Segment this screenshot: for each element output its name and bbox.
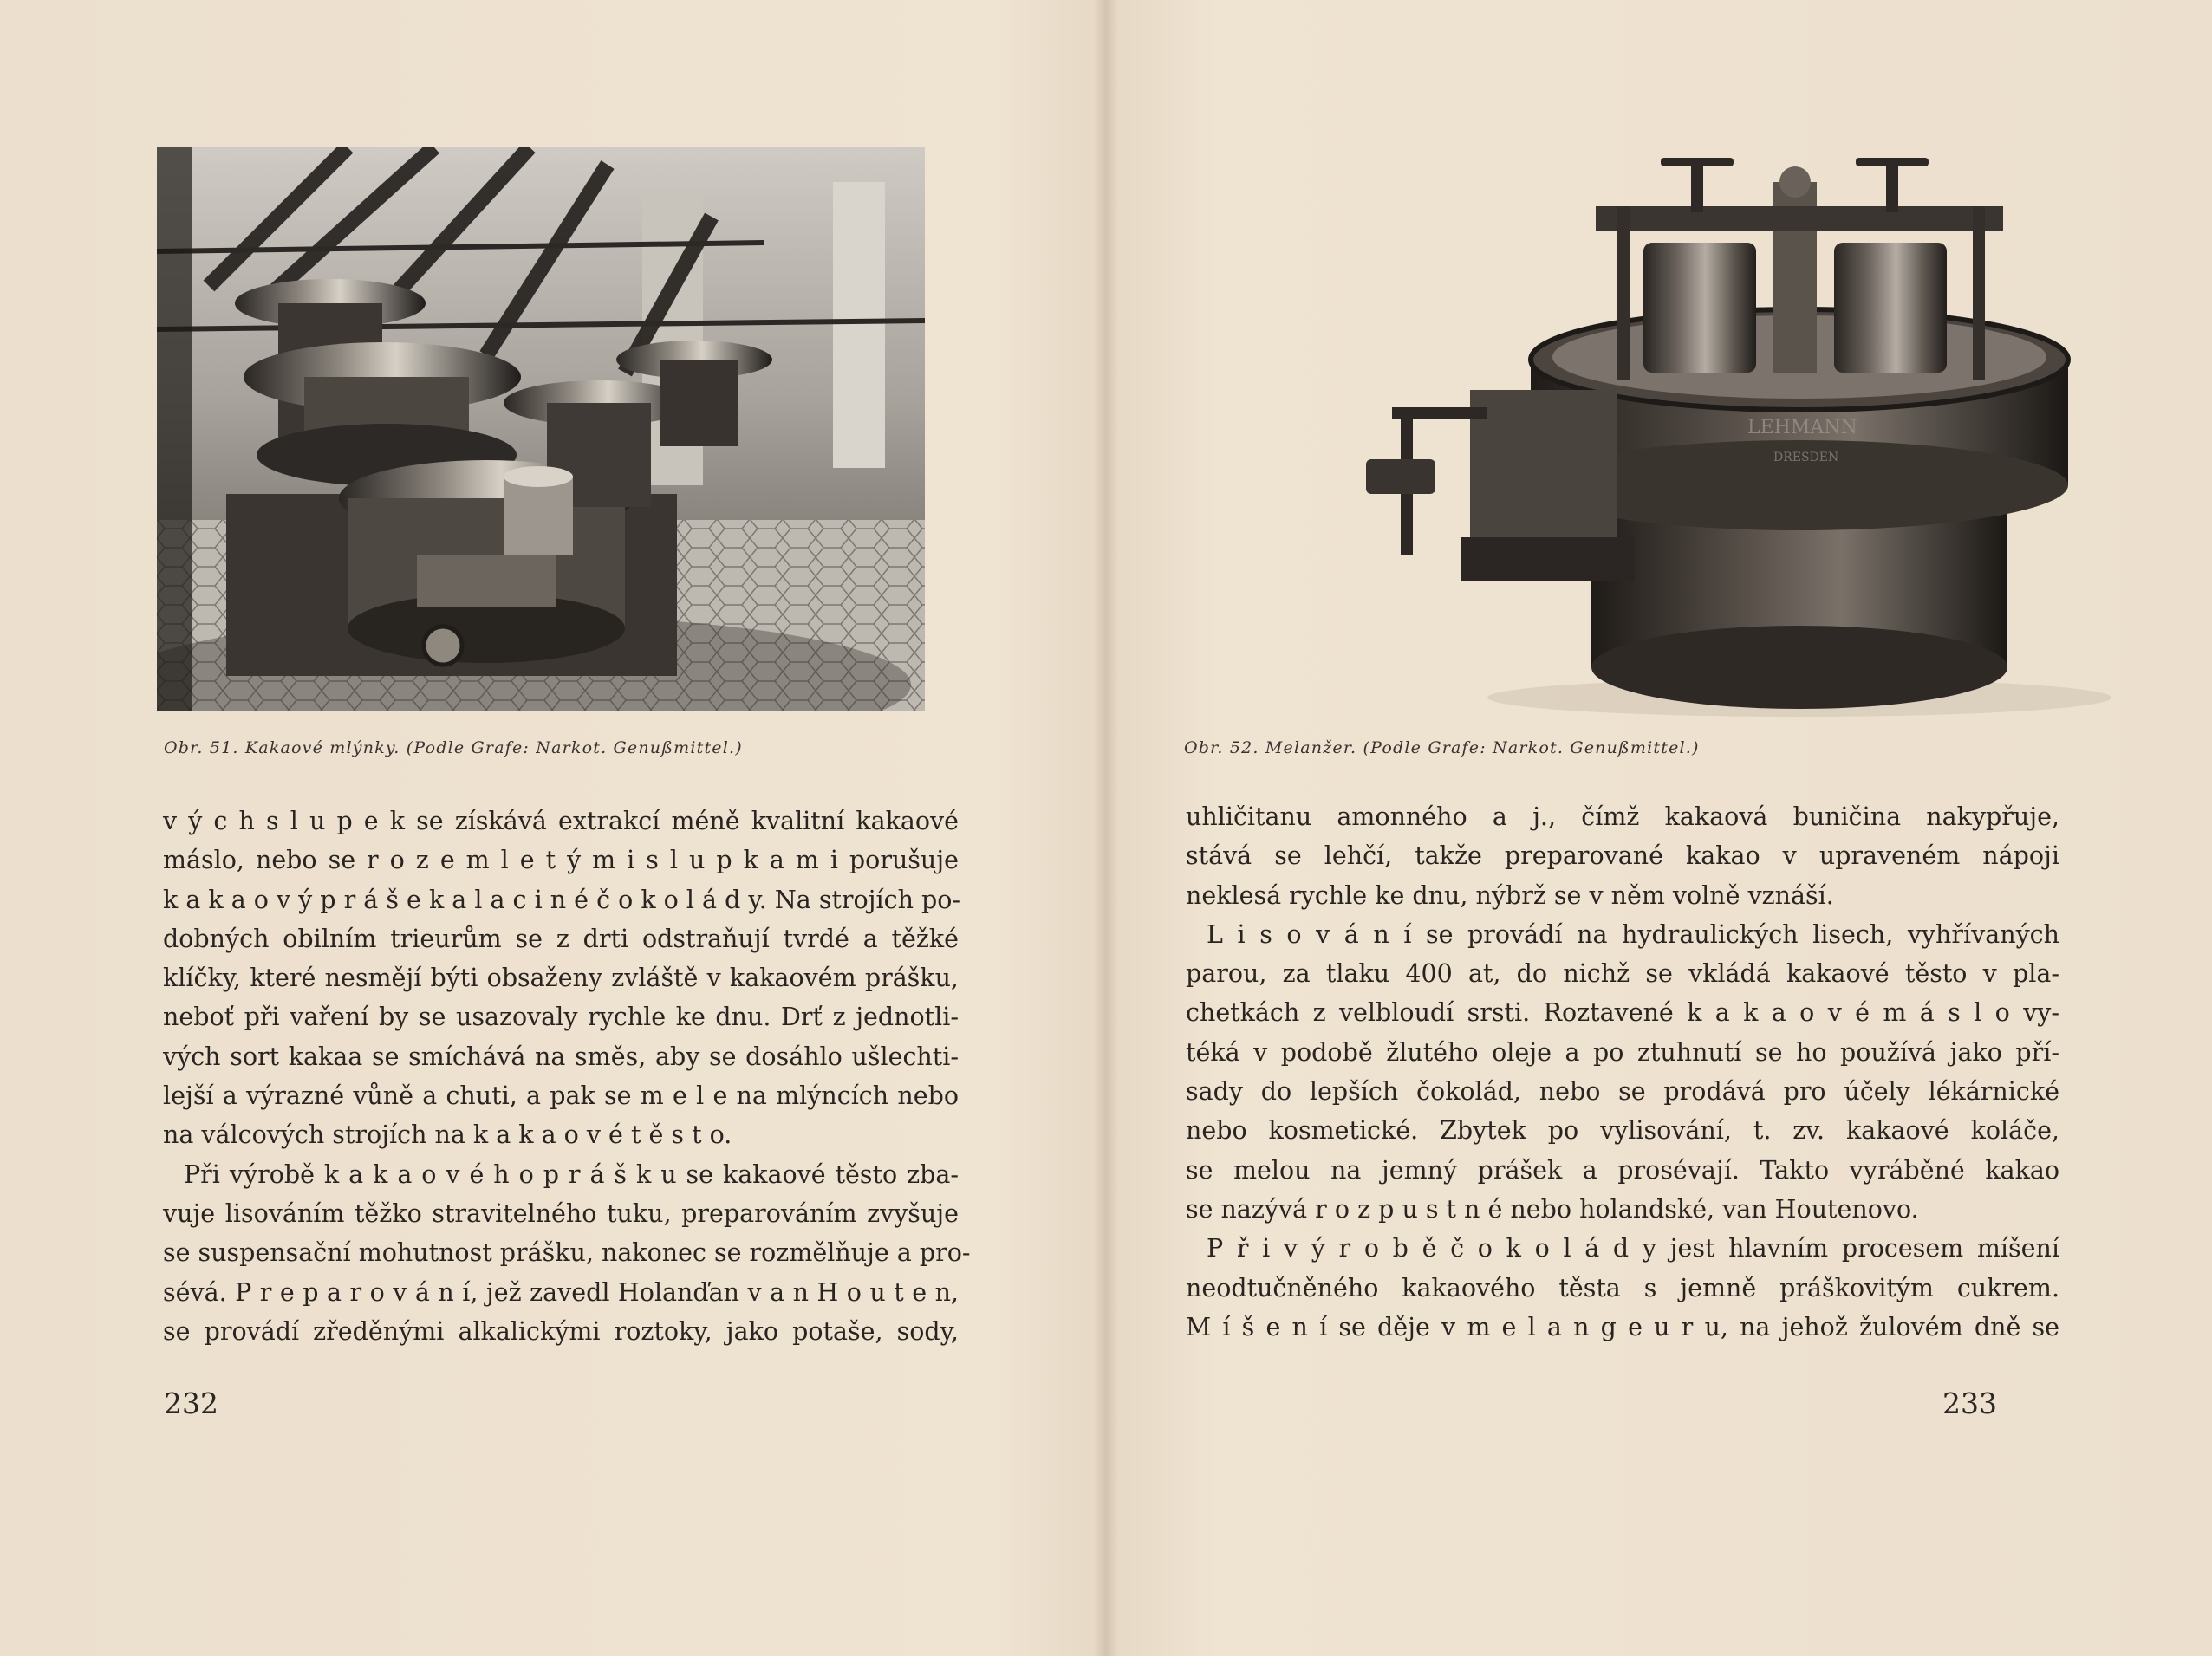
right-page-text: [1186, 797, 2059, 1347]
text-line: v ý c h s l u p e k se získává extrakcí méně kvalitní kakaové: [163, 807, 959, 835]
right-page: [1106, 0, 2212, 1656]
text-line: sady do lepších čokolád, nebo se prodává pro účely lékárnické: [1186, 1077, 2059, 1107]
text-line: Při výrobě k a k a o v é h o p r á š k u se kakaové těsto zba-: [184, 1159, 959, 1189]
text-line: vuje lisováním těžko stravitelného tuku, preparováním zvyšuje: [163, 1198, 959, 1228]
text-line: neodtučněného kakaového těsta s jemně práškovitým cukrem.: [1186, 1273, 2059, 1302]
text-line: nebo kosmetické. Zbytek po vylisování, t. zv. kakaové koláče,: [1186, 1116, 2059, 1146]
text-line: chetkách z velbloudí srsti. Roztavené k a k a o v é m á s l o vy-: [1186, 998, 2059, 1028]
text-line: stává se lehčí, takže preparované kakao v upraveném nápoji: [1186, 841, 2059, 871]
text-line: lejší a výrazné vůně a chuti, a pak se m e l e na mlýncích nebo: [163, 1081, 959, 1111]
text-line: neklesá rychle ke dnu, nýbrž se v něm volně vznáší.: [1186, 880, 1834, 910]
text-line: dobných obilním trieurům se z drti odstraňují tvrdé a těžké: [163, 924, 959, 953]
figure-caption-52: Obr. 52. Melanžer. (Podle Grafe: Narkot. Genußmittel.): [1184, 738, 1700, 757]
text-line: parou, za tlaku 400 at, do nichž se vkládá kakaové těsto v pla-: [1186, 959, 2059, 989]
text-line: P ř i v ý r o b ě č o k o l á d y jest hlavním procesem míšení: [1207, 1234, 2059, 1263]
text-line: se suspensační mohutnost prášku, nakonec se rozmělňuje a pro-: [163, 1238, 971, 1268]
text-line: máslo, nebo se r o z e m l e t ý m i s l u p k a m i porušuje: [163, 846, 959, 875]
text-line: k a k a o v ý p r á š e k a l a c i n é č o k o l á d y. Na strojích po-: [163, 885, 961, 914]
text-line: se nazývá r o z p u s t n é nebo holandské, van Houtenovo.: [1186, 1194, 1919, 1224]
cocoa-mills-photo: [157, 147, 925, 711]
figure-cocoa-mills: [157, 147, 925, 711]
text-line: uhličitanu amonného a j., čímž kakaová buničina nakypřuje,: [1186, 802, 2059, 831]
text-line: se provádí zředěnými alkalickými roztoky, jako potaše, sody,: [163, 1316, 959, 1346]
svg-text:DRESDEN: DRESDEN: [1773, 451, 1839, 464]
text-line: sévá. P r e p a r o v á n í, jež zavedl Holanďan v a n H o u t e n,: [163, 1277, 959, 1307]
text-line: M í š e n í se děje v m e l a n g e u r u, na jehož žulovém dně se: [1186, 1312, 2059, 1341]
left-page-text: [163, 802, 971, 1351]
page-number: 233: [1942, 1386, 1997, 1420]
svg-text:LEHMANN: LEHMANN: [1747, 417, 1857, 438]
text-line: se melou na jemný prášek a prosévají. Takto vyráběné kakao: [1186, 1155, 2059, 1185]
figure-caption-51: Obr. 51. Kakaové mlýnky. (Podle Grafe: Narkot. Genußmittel.): [164, 738, 743, 757]
text-line: téká v podobě žlutého oleje a po ztuhnutí se ho používá jako pří-: [1186, 1037, 2059, 1067]
text-line: L i s o v á n í se provádí na hydraulických lisech, vyhřívaných: [1207, 919, 2059, 949]
page-number: 232: [164, 1386, 218, 1420]
text-line: vých sort kakaa se smíchává na směs, aby se dosáhlo ušlechti-: [163, 1042, 959, 1071]
text-line: neboť při vaření by se usazovaly rychle ke dnu. Drť z jednotli-: [163, 1003, 959, 1032]
melangeur-photo: [1288, 130, 2155, 719]
figure-melangeur: [1288, 130, 2155, 719]
text-line: klíčky, které nesmějí býti obsaženy zvláště v kakaovém prášku,: [163, 964, 959, 993]
text-line: na válcových strojích na k a k a o v é t ě s t o.: [163, 1120, 732, 1150]
